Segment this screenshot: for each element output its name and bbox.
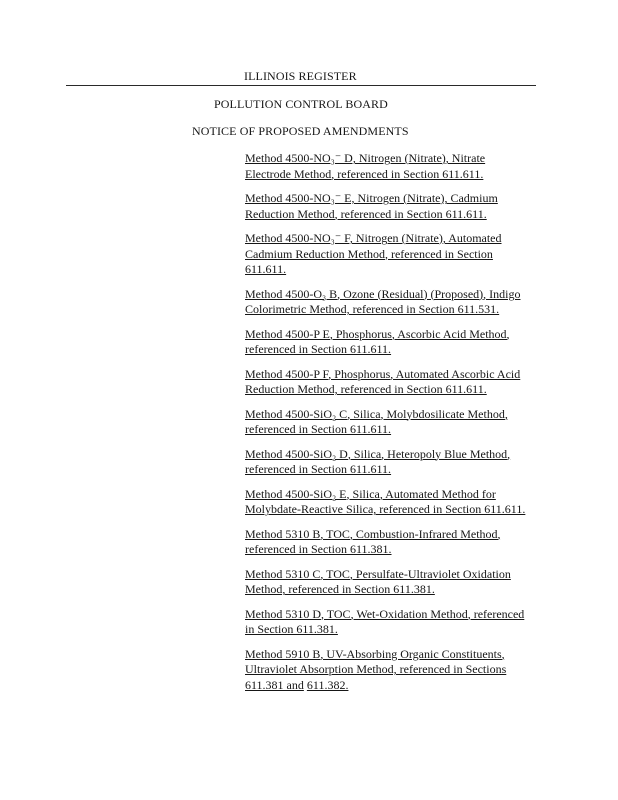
method-text: Method 4500-NO₃⁻ D, Nitrogen (Nitrate), Nitrate Electrode Method, referenced in Section 611.611.: [245, 151, 486, 181]
method-trailer: 611.382.: [306, 677, 349, 692]
method-item: [245, 527, 531, 558]
method-item: [245, 567, 531, 598]
method-item: [245, 191, 531, 222]
method-item: [245, 287, 531, 318]
method-item: [245, 151, 531, 182]
method-list: [245, 151, 531, 702]
notice-title: NOTICE OF PROPOSED AMENDMENTS: [192, 124, 409, 138]
method-text: Method 4500-P E, Phosphorus, Ascorbic Acid Method, referenced in Section 611.611.: [245, 326, 510, 356]
board-title: POLLUTION CONTROL BOARD: [214, 97, 388, 111]
method-text: Method 4500-SiO₂ C, Silica, Molybdosilicate Method, referenced in Section 611.611.: [245, 406, 508, 436]
method-text: Method 5310 C, TOC, Persulfate-Ultraviolet Oxidation Method, referenced in Section 611.381.: [245, 566, 511, 596]
method-item: [245, 231, 531, 278]
method-text: Method 5310 D, TOC, Wet-Oxidation Method, referenced in Section 611.381.: [245, 606, 525, 636]
method-text: Method 4500-NO₃⁻ E, Nitrogen (Nitrate), Cadmium Reduction Method, referenced in Section 611.611.: [245, 191, 498, 221]
method-text: Method 4500-SiO₂ D, Silica, Heteropoly Blue Method, referenced in Section 611.611.: [245, 446, 511, 476]
method-text: Method 4500-NO₃⁻ F, Nitrogen (Nitrate), Automated Cadmium Reduction Method, referenced in Section 611.611.: [245, 231, 502, 276]
method-text: Method 4500-P F, Phosphorus, Automated Ascorbic Acid Reduction Method, referenced in Section 611.611.: [245, 366, 521, 396]
method-text: Method 5310 B, TOC, Combustion-Infrared Method, referenced in Section 611.381.: [245, 526, 501, 556]
register-title: ILLINOIS REGISTER: [244, 69, 357, 83]
header-rule: [66, 85, 536, 86]
method-item: [245, 607, 531, 638]
method-text: Method 5910 B, UV-Absorbing Organic Constituents, Ultraviolet Absorption Method, referenced in Sections 611.381 and: [245, 646, 507, 692]
method-item: [245, 487, 531, 518]
method-item: [245, 647, 531, 694]
method-item: [245, 327, 531, 358]
method-text: Method 4500-O₃ B, Ozone (Residual) (Proposed), Indigo Colorimetric Method, referenced in Section 611.531.: [245, 286, 521, 316]
method-item: [245, 407, 531, 438]
method-text: Method 4500-SiO₂ E, Silica, Automated Method for Molybdate-Reactive Silica, referenced in Section 611.611.: [245, 486, 526, 516]
method-item: [245, 367, 531, 398]
method-item: [245, 447, 531, 478]
